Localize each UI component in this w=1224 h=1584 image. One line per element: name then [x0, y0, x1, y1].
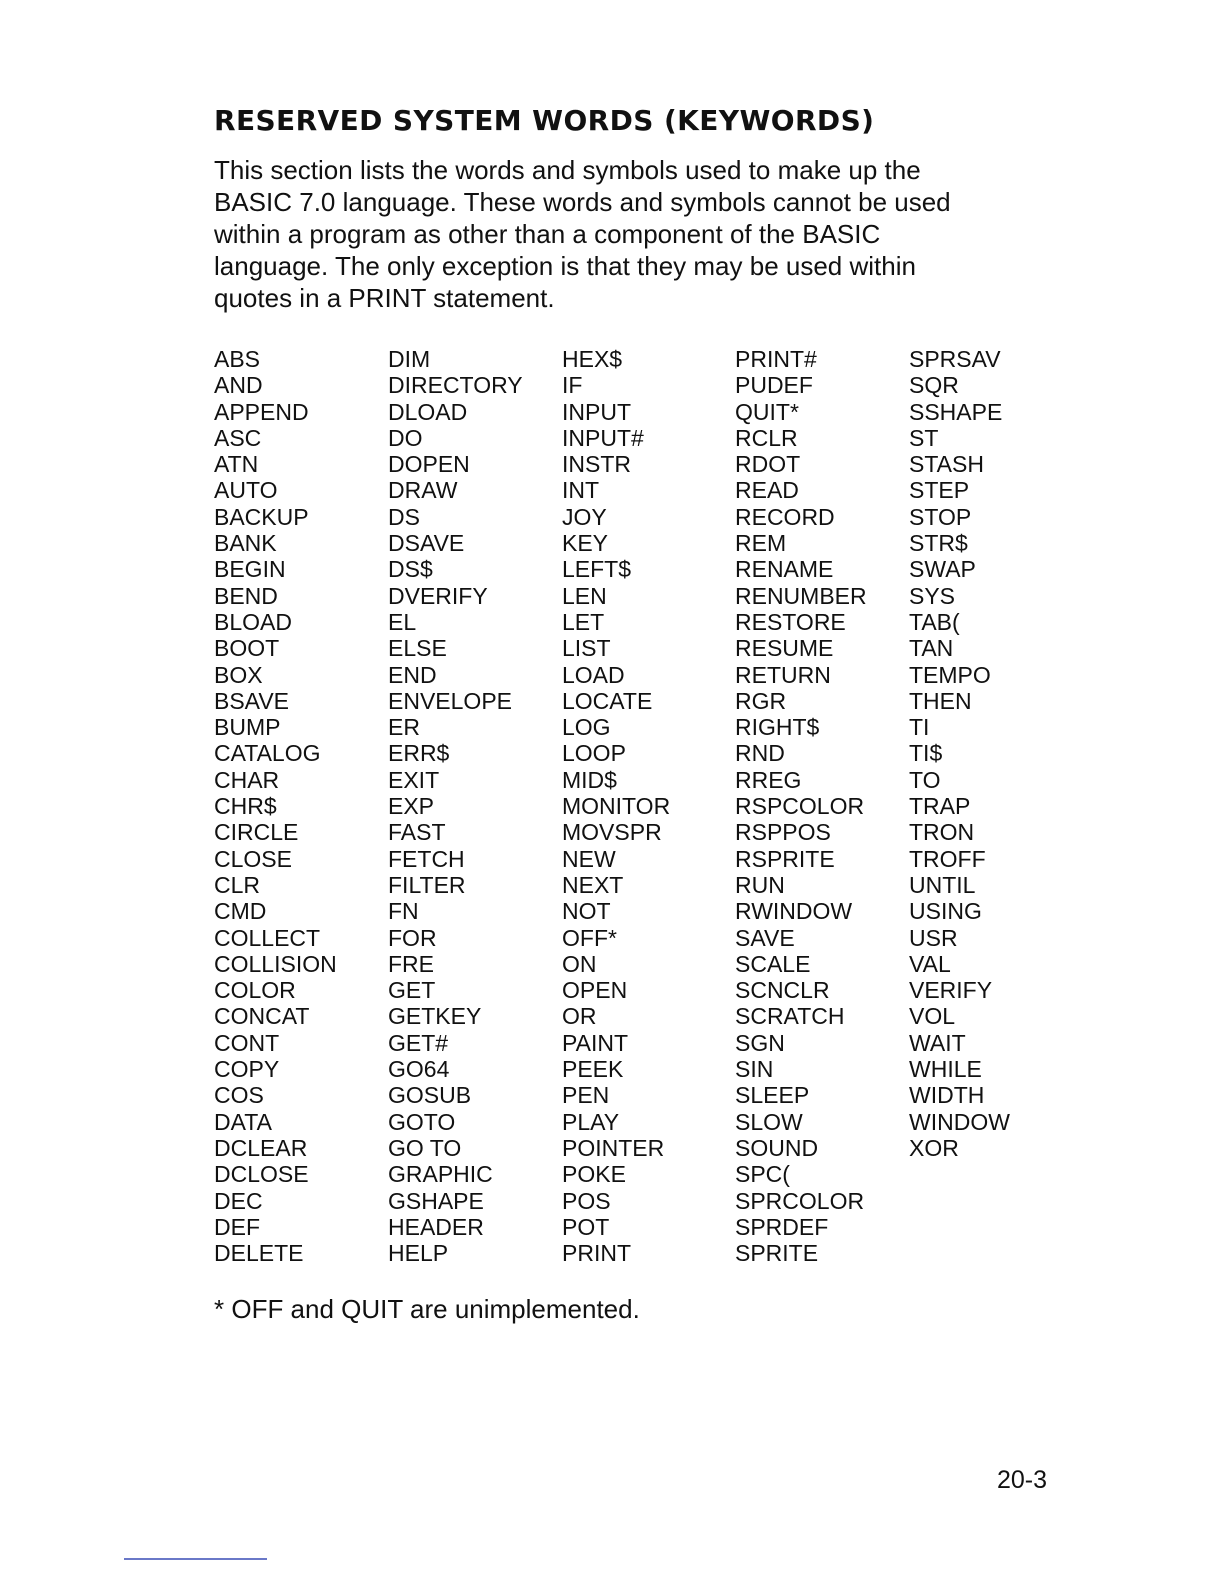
intro-line: BASIC 7.0 language. These words and symbols cannot be used [214, 187, 951, 217]
keyword: RGR [735, 687, 787, 714]
keyword: TAB( [909, 608, 960, 635]
keyword: AUTO [214, 477, 278, 504]
keyword: BLOAD [214, 608, 292, 635]
keyword: ON [562, 950, 597, 977]
keyword: RDOT [735, 451, 801, 478]
keyword: POINTER [562, 1134, 665, 1161]
keyword: TEMPO [909, 661, 991, 688]
keyword: MID$ [562, 766, 617, 793]
keyword: BUMP [214, 714, 281, 741]
keyword-column-1 [214, 346, 386, 1266]
keyword: DELETE [214, 1240, 304, 1267]
keyword: EXIT [388, 766, 440, 793]
keyword: SPC( [735, 1161, 790, 1188]
keyword: DEC [214, 1187, 263, 1214]
keyword: CATALOG [214, 740, 321, 767]
keyword: SPRDEF [735, 1213, 829, 1240]
keyword: STOP [909, 503, 972, 530]
keyword: TAN [909, 635, 954, 662]
keyword: POT [562, 1213, 610, 1240]
keyword: WINDOW [909, 1108, 1010, 1135]
keyword: SLEEP [735, 1082, 810, 1109]
keyword: DSAVE [388, 530, 465, 557]
keyword: DO [388, 424, 423, 451]
keyword: SWAP [909, 556, 976, 583]
keyword-column-2 [388, 346, 560, 1266]
keyword: RENUMBER [735, 582, 867, 609]
keyword: RIGHT$ [735, 714, 820, 741]
keyword: READ [735, 477, 799, 504]
keyword: LEFT$ [562, 556, 632, 583]
keyword: JOY [562, 503, 607, 530]
keyword: HELP [388, 1240, 449, 1267]
keyword: ELSE [388, 635, 447, 662]
section-heading: RESERVED SYSTEM WORDS (KEYWORDS) [214, 104, 875, 137]
keyword: INT [562, 477, 600, 504]
keyword: OR [562, 1003, 597, 1030]
keyword: SSHAPE [909, 398, 1003, 425]
keyword: USR [909, 924, 958, 951]
keyword: APPEND [214, 398, 309, 425]
keyword: SGN [735, 1029, 785, 1056]
keyword: PEEK [562, 1056, 624, 1083]
keyword: RWINDOW [735, 898, 853, 925]
keyword: INPUT [562, 398, 631, 425]
keyword: STR$ [909, 530, 968, 557]
keyword: COLLISION [214, 950, 337, 977]
keyword: RESUME [735, 635, 834, 662]
keyword: FETCH [388, 845, 465, 872]
intro-line: quotes in a PRINT statement. [214, 283, 555, 313]
keyword: UNTIL [909, 871, 976, 898]
keyword: VAL [909, 950, 951, 977]
keyword: END [388, 661, 437, 688]
keyword-column-3 [562, 346, 734, 1266]
keyword: PAINT [562, 1029, 629, 1056]
keyword: CIRCLE [214, 819, 299, 846]
keyword: CHR$ [214, 793, 277, 820]
keyword: PRINT [562, 1240, 631, 1267]
keyword: WAIT [909, 1029, 966, 1056]
keyword: SPRCOLOR [735, 1187, 865, 1214]
keyword: SLOW [735, 1108, 803, 1135]
keyword: NEW [562, 845, 616, 872]
keyword: DRAW [388, 477, 458, 504]
keyword: ENVELOPE [388, 687, 512, 714]
keyword: RESTORE [735, 608, 846, 635]
keyword: TRON [909, 819, 975, 846]
keyword: EXP [388, 793, 435, 820]
keyword: ER [388, 714, 420, 741]
keyword: LOAD [562, 661, 625, 688]
keyword: SPRSAV [909, 346, 1001, 372]
keyword: NEXT [562, 871, 624, 898]
keyword: PRINT# [735, 346, 817, 372]
keyword: ST [909, 424, 939, 451]
keyword: ASC [214, 424, 262, 451]
keyword: HEX$ [562, 346, 623, 372]
keyword: LIST [562, 635, 611, 662]
keyword: DEF [214, 1213, 260, 1240]
keyword: COPY [214, 1056, 280, 1083]
keyword: CONT [214, 1029, 280, 1056]
keyword: BSAVE [214, 687, 289, 714]
keyword: LEN [562, 582, 607, 609]
keyword: TRAP [909, 793, 971, 820]
keyword: RREG [735, 766, 802, 793]
keyword: LOCATE [562, 687, 653, 714]
keyword: SIN [735, 1056, 774, 1083]
keyword: DVERIFY [388, 582, 488, 609]
keyword: INSTR [562, 451, 631, 478]
keyword: BANK [214, 530, 277, 557]
keyword: ATN [214, 451, 259, 478]
keyword: DIRECTORY [388, 372, 523, 399]
keyword: LOOP [562, 740, 626, 767]
keyword: ERR$ [388, 740, 450, 767]
keyword: CLR [214, 871, 261, 898]
bottom-rule [124, 1558, 267, 1560]
keyword: GO TO [388, 1134, 462, 1161]
intro-line: within a program as other than a component of the BASIC [214, 219, 881, 249]
keyword: FILTER [388, 871, 466, 898]
keyword: KEY [562, 530, 609, 557]
keyword: XOR [909, 1134, 959, 1161]
keyword: COLLECT [214, 924, 321, 951]
keyword: PLAY [562, 1108, 620, 1135]
keyword: IF [562, 372, 583, 399]
footnote: * OFF and QUIT are unimplemented. [214, 1294, 640, 1324]
keyword: DIM [388, 346, 431, 372]
keyword: RENAME [735, 556, 834, 583]
keyword: TI$ [909, 740, 943, 767]
keyword: DCLEAR [214, 1134, 308, 1161]
keyword: RSPRITE [735, 845, 835, 872]
intro-line: This section lists the words and symbols used to make up the [214, 155, 921, 185]
keyword: GSHAPE [388, 1187, 484, 1214]
keyword: GET# [388, 1029, 449, 1056]
keyword: BOOT [214, 635, 280, 662]
keyword: DLOAD [388, 398, 468, 425]
keyword: DS [388, 503, 420, 530]
keyword: SPRITE [735, 1240, 819, 1267]
page-number: 20-3 [997, 1466, 1048, 1494]
keyword: POKE [562, 1161, 626, 1188]
keyword: SCALE [735, 950, 811, 977]
keyword: MOVSPR [562, 819, 662, 846]
keyword: USING [909, 898, 982, 925]
keyword: TO [909, 766, 941, 793]
keyword: BOX [214, 661, 263, 688]
keyword: INPUT# [562, 424, 644, 451]
keyword: BACKUP [214, 503, 309, 530]
keyword: LET [562, 608, 605, 635]
keyword: QUIT* [735, 398, 799, 425]
keyword: FAST [388, 819, 446, 846]
keyword: RND [735, 740, 785, 767]
keyword: CONCAT [214, 1003, 310, 1030]
keyword-column-5 [909, 346, 1081, 1161]
keyword: GOSUB [388, 1082, 472, 1109]
keyword: WIDTH [909, 1082, 985, 1109]
keyword: SQR [909, 372, 959, 399]
keyword: SCRATCH [735, 1003, 845, 1030]
keyword: SCNCLR [735, 977, 830, 1004]
keyword: SAVE [735, 924, 795, 951]
keyword: SOUND [735, 1134, 819, 1161]
keyword: FOR [388, 924, 437, 951]
keyword: COLOR [214, 977, 296, 1004]
intro-paragraph [214, 154, 1054, 314]
intro-line: language. The only exception is that they may be used within [214, 251, 916, 281]
keyword: ABS [214, 346, 261, 372]
keyword: WHILE [909, 1056, 982, 1083]
keyword: OFF* [562, 924, 617, 951]
keyword: RSPCOLOR [735, 793, 865, 820]
keyword: GOTO [388, 1108, 456, 1135]
keyword: GRAPHIC [388, 1161, 493, 1188]
keyword: EL [388, 608, 417, 635]
keyword: DS$ [388, 556, 433, 583]
keyword: OPEN [562, 977, 628, 1004]
keyword: RCLR [735, 424, 798, 451]
keyword: MONITOR [562, 793, 671, 820]
keyword: BEGIN [214, 556, 286, 583]
keyword-column-4 [735, 346, 907, 1266]
keyword: STASH [909, 451, 984, 478]
keyword: RSPPOS [735, 819, 831, 846]
keyword: AND [214, 372, 263, 399]
keyword: GO64 [388, 1056, 450, 1083]
keyword: BEND [214, 582, 278, 609]
keyword: COS [214, 1082, 264, 1109]
keyword: VOL [909, 1003, 956, 1030]
keyword: NOT [562, 898, 611, 925]
keyword: GETKEY [388, 1003, 482, 1030]
keyword: FN [388, 898, 419, 925]
keyword: PUDEF [735, 372, 813, 399]
keyword: VERIFY [909, 977, 993, 1004]
keyword: HEADER [388, 1213, 484, 1240]
keyword: REM [735, 530, 787, 557]
keyword: DOPEN [388, 451, 470, 478]
keyword: CHAR [214, 766, 280, 793]
keyword: RUN [735, 871, 785, 898]
keyword: TI [909, 714, 930, 741]
keyword: DATA [214, 1108, 272, 1135]
keyword: TROFF [909, 845, 986, 872]
keyword-table [214, 346, 1064, 1276]
keyword: RECORD [735, 503, 835, 530]
keyword: CLOSE [214, 845, 292, 872]
keyword: PEN [562, 1082, 610, 1109]
keyword: RETURN [735, 661, 831, 688]
keyword: GET [388, 977, 436, 1004]
keyword: SYS [909, 582, 956, 609]
keyword: FRE [388, 950, 434, 977]
keyword: POS [562, 1187, 611, 1214]
keyword: STEP [909, 477, 970, 504]
keyword: THEN [909, 687, 972, 714]
keyword: CMD [214, 898, 267, 925]
keyword: LOG [562, 714, 611, 741]
keyword: DCLOSE [214, 1161, 309, 1188]
